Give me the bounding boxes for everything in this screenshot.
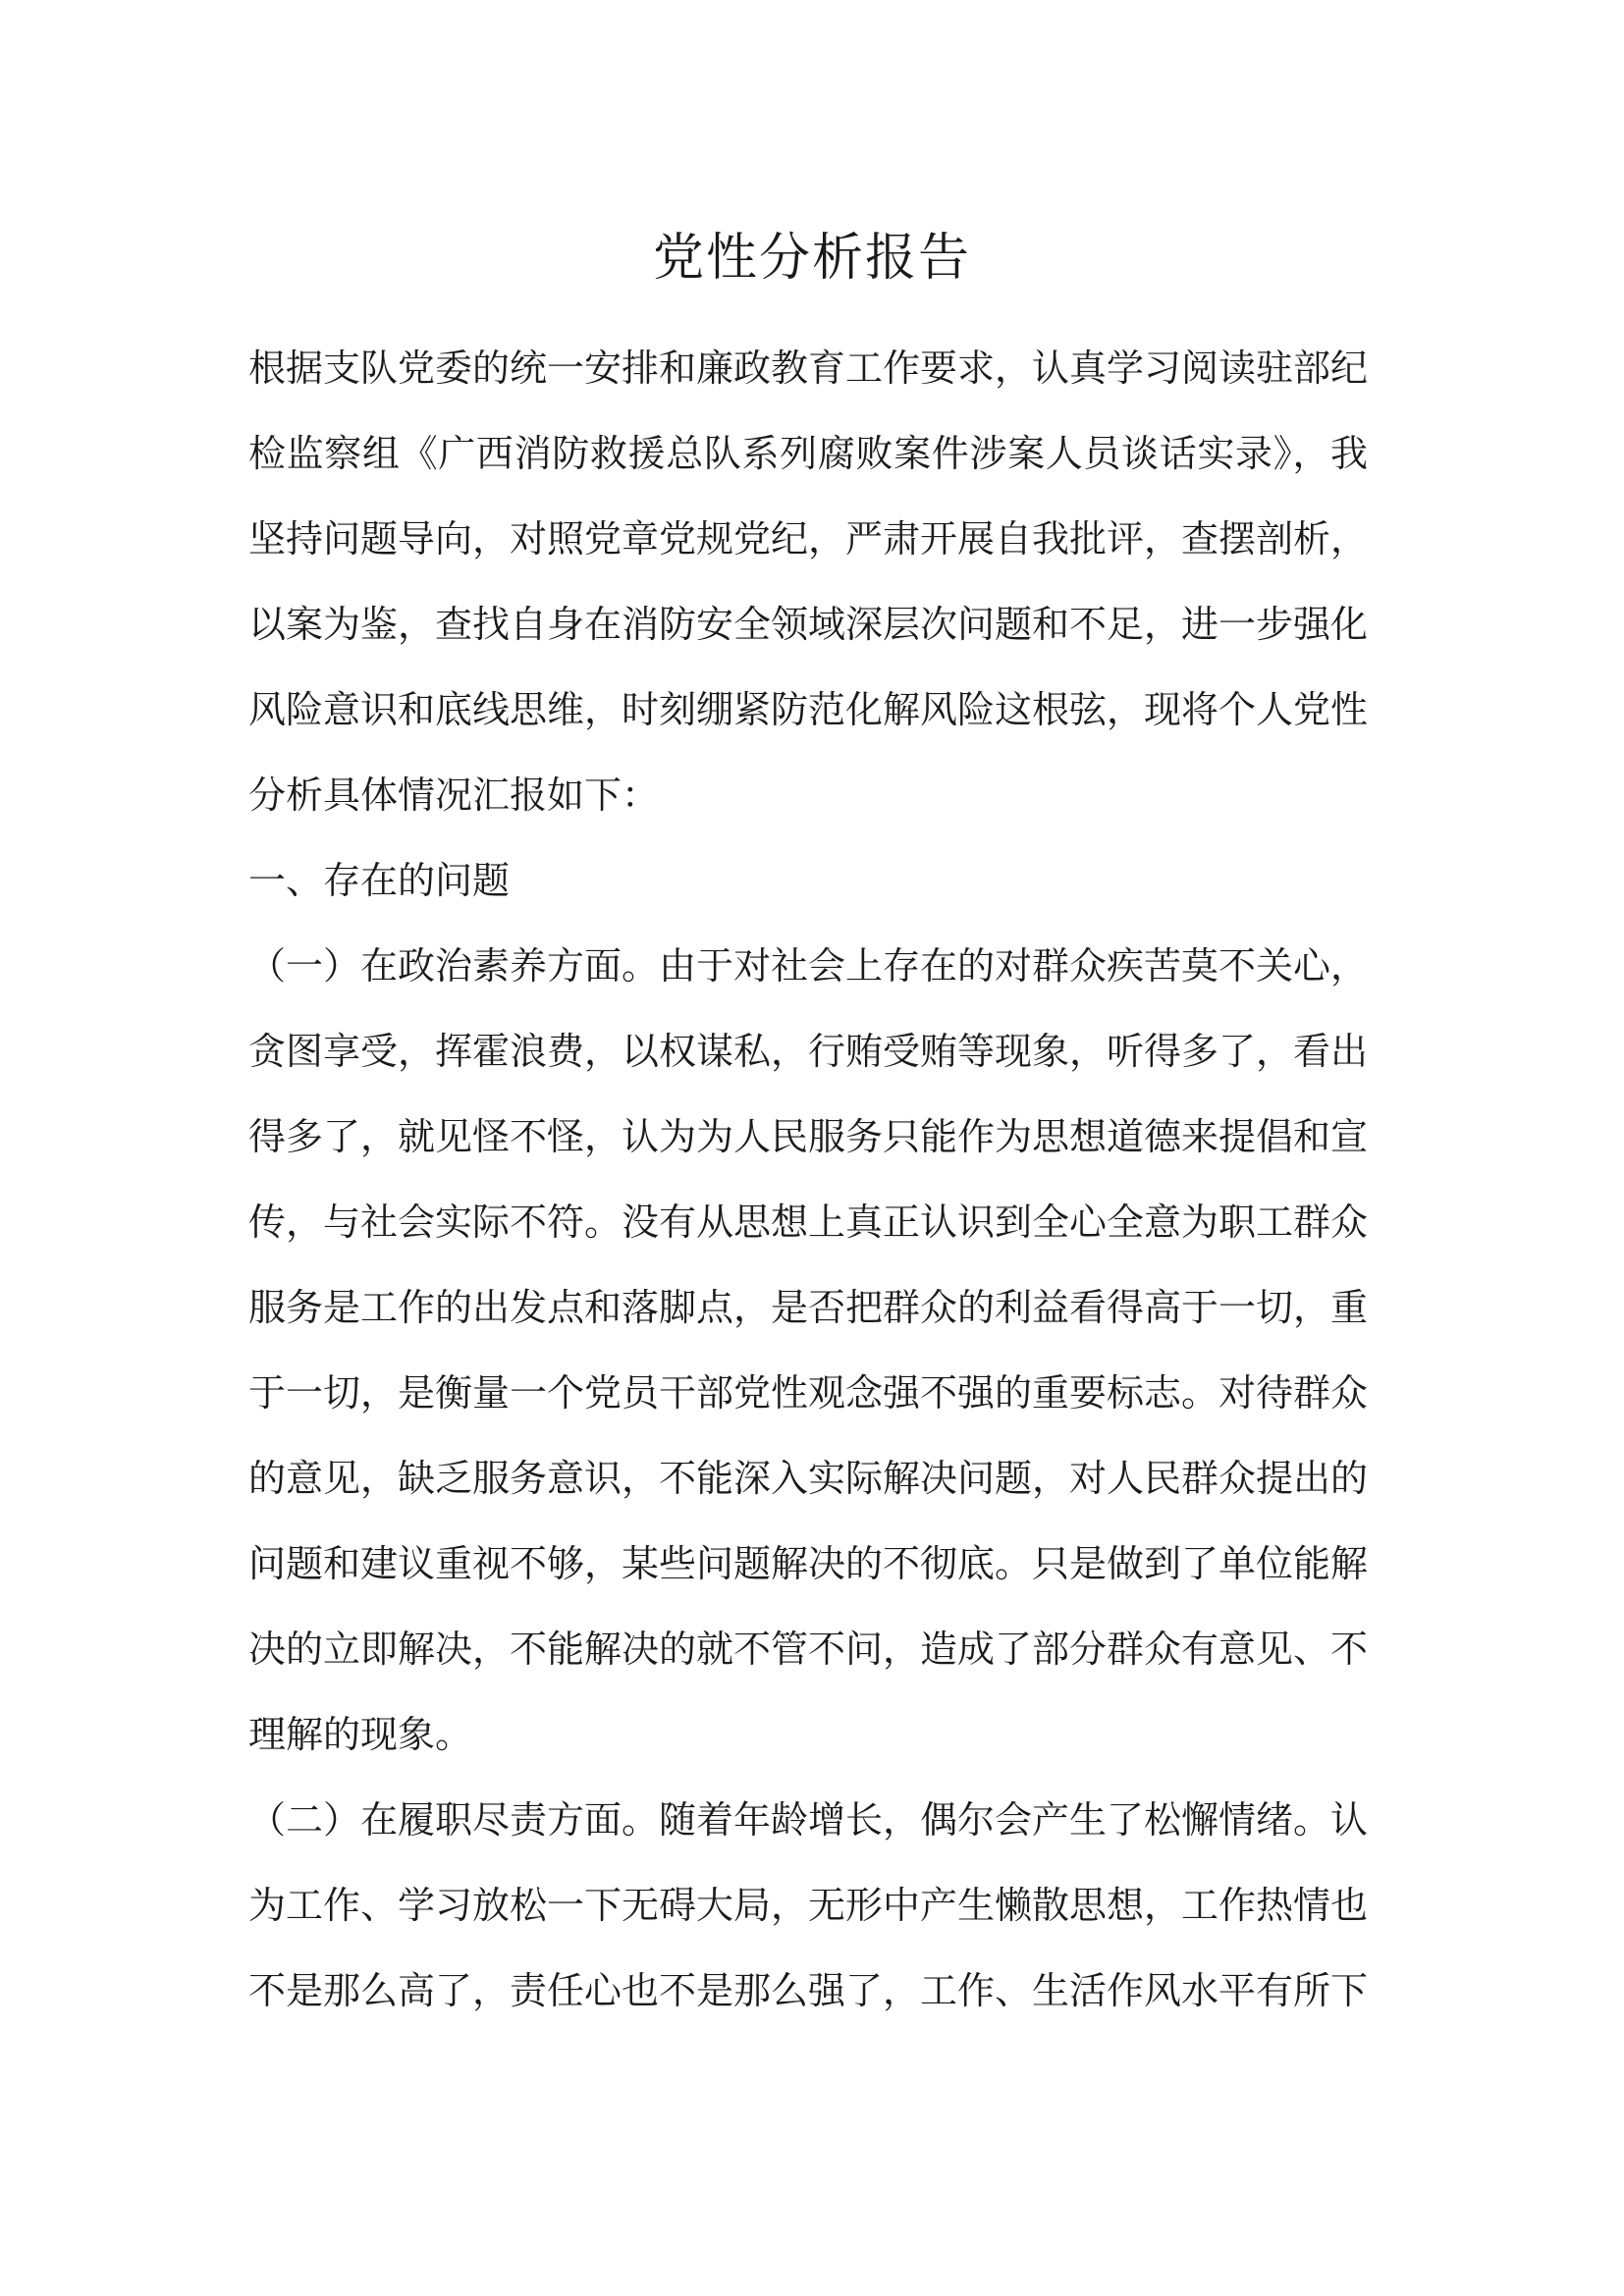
text-line: 坚持问题导向，对照党章党规党纪，严肃开展自我批评，查摆剖析， (248, 517, 1369, 561)
text-line: 检监察组《广西消防救援总队系列腐败案件涉案人员谈话实录》，我 (248, 432, 1368, 475)
document-body (248, 326, 1368, 2034)
text-line: 得多了，就见怪不怪，认为为人民服务只能作为思想道德来提倡和宣 (248, 1115, 1369, 1158)
text-line: 问题和建议重视不够，某些问题解决的不彻底。只是做到了单位能解 (248, 1542, 1369, 1585)
text-line: （一）在政治素养方面。由于对社会上存在的对群众疾苦莫不关心， (248, 944, 1369, 988)
section-heading (248, 838, 1368, 924)
text-line: 分析具体情况汇报如下： (248, 774, 660, 817)
document-title: 党性分析报告 (652, 229, 971, 288)
section-1-heading: 一、存在的问题 (248, 859, 511, 902)
intro-paragraph (248, 326, 1368, 838)
text-line: 根据支队党委的统一安排和廉政教育工作要求，认真学习阅读驻部纪 (248, 347, 1369, 390)
text-line: 为工作、学习放松一下无碍大局，无形中产生懒散思想，工作热情也 (248, 1884, 1369, 1927)
paragraph-duty-performance (248, 1778, 1368, 2034)
text-line: 不是那么高了，责任心也不是那么强了，工作、生活作风水平有所下 (248, 1969, 1369, 2012)
text-line: 理解的现象。 (248, 1713, 473, 1756)
text-line: 决的立即解决，不能解决的就不管不问，造成了部分群众有意见、不 (248, 1628, 1369, 1671)
text-line: 的意见，缺乏服务意识，不能深入实际解决问题，对人民群众提出的 (248, 1457, 1369, 1500)
text-line: 传，与社会实际不符。没有从思想上真正认识到全心全意为职工群众 (248, 1201, 1369, 1244)
text-line: （二）在履职尽责方面。随着年龄增长，偶尔会产生了松懈情绪。认 (248, 1798, 1369, 1842)
text-line: 服务是工作的出发点和落脚点，是否把群众的利益看得高于一切，重 (248, 1286, 1369, 1329)
text-line: 于一切，是衡量一个党员干部党性观念强不强的重要标志。对待群众 (248, 1371, 1369, 1415)
text-line: 风险意识和底线思维，时刻绷紧防范化解风险这根弦，现将个人党性 (248, 688, 1369, 731)
text-line: 贪图享受，挥霍浪费，以权谋私，行贿受贿等现象，听得多了，看出 (248, 1030, 1369, 1073)
paragraph-political-literacy (248, 924, 1368, 1778)
text-line: 以案为鉴，查找自身在消防安全领域深层次问题和不足，进一步强化 (248, 603, 1369, 646)
